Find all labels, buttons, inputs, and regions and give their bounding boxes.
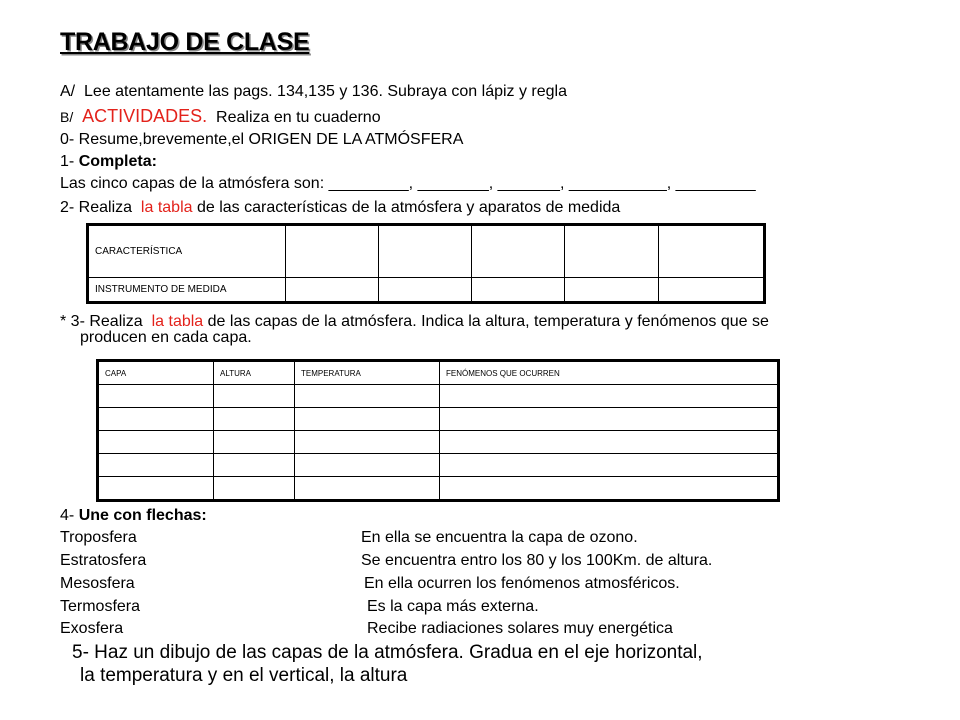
layers-cell[interactable]: [440, 454, 779, 477]
activities-heading: ACTIVIDADES.: [82, 106, 208, 126]
instruction-a-prefix: A/: [60, 83, 76, 100]
table1-cell[interactable]: [472, 278, 565, 303]
table1-row1-label: CARACTERÍSTICA: [88, 225, 286, 278]
layers-table: [96, 359, 780, 502]
layers-cell[interactable]: [98, 431, 214, 454]
layers-cell[interactable]: [295, 385, 440, 408]
item-2: [60, 198, 620, 218]
match-right-1: Se encuentra entro los 80 y los 100Km. de altura.: [361, 552, 713, 569]
layers-cell[interactable]: [440, 408, 779, 431]
layers-cell[interactable]: [295, 431, 440, 454]
table1-cell[interactable]: [658, 278, 765, 303]
table1-cell[interactable]: [286, 225, 379, 278]
match-right-3: Es la capa más externa.: [367, 598, 539, 615]
layers-prompt: Las cinco capas de la atmósfera son: _________, ________, _______, ___________, _________: [60, 175, 756, 192]
table1-cell[interactable]: [379, 225, 472, 278]
match-right-4: Recibe radiaciones solares muy energética: [367, 620, 673, 637]
match-left-1: Estratosfera: [60, 552, 147, 569]
layers-cell[interactable]: [98, 385, 214, 408]
layers-cell[interactable]: [440, 477, 779, 501]
layers-cell[interactable]: [295, 477, 440, 501]
layers-cell[interactable]: [98, 454, 214, 477]
layers-cell[interactable]: [440, 431, 779, 454]
layers-header-capa: CAPA: [98, 361, 214, 385]
layers-cell[interactable]: [214, 477, 295, 501]
layers-cell[interactable]: [295, 408, 440, 431]
table-row: [98, 477, 779, 501]
instruction-b-prefix: B/: [60, 109, 74, 125]
match-left-2: Mesosfera: [60, 575, 135, 592]
item-1: [60, 152, 157, 172]
match-left-0: Troposfera: [60, 529, 137, 546]
item-1-label: Completa:: [78, 153, 157, 170]
item-2-link: la tabla: [140, 199, 193, 216]
match-left-3: Termosfera: [60, 598, 141, 615]
layers-cell[interactable]: [440, 385, 779, 408]
item-3-continuation: producen en cada capa.: [80, 329, 252, 346]
item-3-suffix: de las capas de la atmósfera. Indica la altura, temperatura y fenómenos que se: [207, 313, 769, 330]
match-left-4: Exosfera: [60, 620, 124, 637]
match-right-0: En ella se encuentra la capa de ozono.: [361, 529, 638, 546]
instruction-b: [60, 106, 381, 128]
item-3-link: la tabla: [151, 313, 204, 330]
table1-cell[interactable]: [565, 278, 658, 303]
table-row: [98, 385, 779, 408]
table-row: [98, 454, 779, 477]
table1-cell[interactable]: [286, 278, 379, 303]
item-0: 0- Resume,brevemente,el ORIGEN DE LA ATMÓSFERA: [60, 131, 464, 148]
table-row: [98, 408, 779, 431]
layers-cell[interactable]: [98, 408, 214, 431]
layers-header-altura: ALTURA: [214, 361, 295, 385]
table-row: [98, 431, 779, 454]
table1-cell[interactable]: [565, 225, 658, 278]
item-1-number: 1-: [60, 153, 75, 170]
item-4-number: 4-: [60, 507, 75, 524]
characteristics-table: [86, 223, 766, 304]
page-title: TRABAJO DE CLASE: [60, 28, 310, 56]
layers-cell[interactable]: [214, 408, 295, 431]
item-2-prefix: 2- Realiza: [60, 199, 133, 216]
item-5-line2: la temperatura y en el vertical, la altura: [80, 665, 408, 686]
item-2-suffix: de las características de la atmósfera y aparatos de medida: [196, 199, 621, 216]
table1-row2-label: INSTRUMENTO DE MEDIDA: [88, 278, 286, 303]
item-4-label: Une con flechas:: [78, 507, 207, 524]
table1-cell[interactable]: [658, 225, 765, 278]
item-3-prefix: * 3- Realiza: [60, 313, 143, 330]
table1-cell[interactable]: [472, 225, 565, 278]
instruction-b-text: Realiza en tu cuaderno: [216, 109, 381, 126]
layers-cell[interactable]: [214, 385, 295, 408]
layers-cell[interactable]: [214, 454, 295, 477]
table1-cell[interactable]: [379, 278, 472, 303]
layers-cell[interactable]: [98, 477, 214, 501]
instruction-a-text: Lee atentamente las pags. 134,135 y 136. Subraya con lápiz y regla: [84, 83, 568, 100]
layers-header-fenomenos: FENÓMENOS QUE OCURREN: [440, 361, 779, 385]
layers-cell[interactable]: [214, 431, 295, 454]
item-4: [60, 506, 207, 526]
layers-cell[interactable]: [295, 454, 440, 477]
match-right-2: En ella ocurren los fenómenos atmosféricos.: [364, 575, 680, 592]
item-5-line1: 5- Haz un dibujo de las capas de la atmósfera. Gradua en el eje horizontal,: [72, 642, 703, 663]
layers-header-temperatura: TEMPERATURA: [295, 361, 440, 385]
instruction-a: [60, 82, 567, 102]
